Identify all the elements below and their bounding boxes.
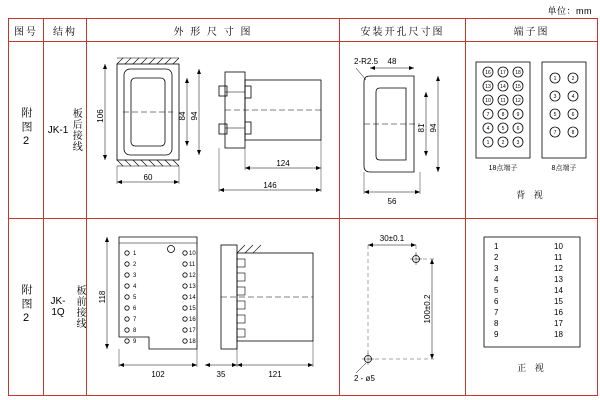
spec-table xyxy=(8,18,598,396)
svg-text:12: 12 xyxy=(554,264,563,273)
row2-outline-figure xyxy=(87,219,340,396)
svg-text:7: 7 xyxy=(133,317,137,323)
row1-model-label: JK-1 xyxy=(47,124,69,136)
dim-106: 106 xyxy=(96,109,105,123)
svg-text:2: 2 xyxy=(571,76,575,82)
jk1-outline-svg xyxy=(87,42,339,218)
svg-text:4: 4 xyxy=(571,94,575,100)
svg-text:7: 7 xyxy=(494,308,499,317)
dim-35: 35 xyxy=(216,370,226,379)
svg-text:7: 7 xyxy=(553,130,557,136)
svg-text:17: 17 xyxy=(189,328,196,334)
svg-text:10: 10 xyxy=(554,242,563,251)
svg-text:5: 5 xyxy=(501,126,505,132)
svg-text:3: 3 xyxy=(553,94,557,100)
dim-100: 100±0.2 xyxy=(423,294,432,324)
svg-text:8: 8 xyxy=(501,112,505,118)
row1-structure xyxy=(44,42,87,219)
svg-text:18: 18 xyxy=(554,330,563,339)
svg-text:2: 2 xyxy=(501,140,505,146)
svg-text:4: 4 xyxy=(486,126,490,132)
svg-text:14: 14 xyxy=(189,295,196,301)
svg-text:5: 5 xyxy=(553,112,557,118)
jk1q-terminal-svg xyxy=(466,219,597,395)
jk1q-outline-svg xyxy=(87,219,339,395)
svg-text:16: 16 xyxy=(189,317,196,323)
row2-terminal-figure xyxy=(466,219,598,396)
svg-text:13: 13 xyxy=(554,275,563,284)
label-8-terminals: 8点端子 xyxy=(551,165,577,172)
note-2-R2.5: 2-R2.5 xyxy=(354,57,379,66)
jk1-terminal-svg xyxy=(466,42,597,218)
table-header-row xyxy=(9,19,598,42)
row2-drawing-no xyxy=(9,219,44,396)
header-drawing-no: 图号 xyxy=(9,19,44,42)
svg-text:8: 8 xyxy=(494,319,499,328)
svg-text:14: 14 xyxy=(554,286,563,295)
svg-text:10: 10 xyxy=(485,98,491,104)
svg-text:17: 17 xyxy=(500,70,506,76)
row1-drawing-no-text: 附图2 xyxy=(20,107,32,150)
row1-terminal-figure xyxy=(466,42,598,219)
header-structure: 结构 xyxy=(44,19,87,42)
svg-text:15: 15 xyxy=(515,84,521,90)
dim-94: 94 xyxy=(190,111,199,121)
svg-text:11: 11 xyxy=(189,262,196,268)
svg-text:1: 1 xyxy=(133,251,137,257)
jk1q-mounting-svg xyxy=(340,219,465,395)
svg-text:4: 4 xyxy=(133,284,137,290)
svg-text:1: 1 xyxy=(553,76,557,82)
svg-text:13: 13 xyxy=(485,84,491,90)
header-outline: 外 形 尺 寸 图 xyxy=(87,19,340,42)
svg-text:15: 15 xyxy=(554,297,563,306)
label-front-view: 正 视 xyxy=(517,363,547,373)
svg-text:8: 8 xyxy=(133,328,137,334)
table-row xyxy=(9,42,598,219)
svg-text:12: 12 xyxy=(515,98,521,104)
svg-text:4: 4 xyxy=(494,275,499,284)
note-2-phi5: 2 - ø5 xyxy=(354,374,375,383)
dim-84: 84 xyxy=(178,111,187,121)
unit-note: 单位：mm xyxy=(547,6,592,16)
svg-text:10: 10 xyxy=(189,251,196,257)
dim-60: 60 xyxy=(143,173,153,182)
svg-text:16: 16 xyxy=(485,70,491,76)
svg-text:3: 3 xyxy=(133,273,137,279)
label-18-terminals: 18点端子 xyxy=(488,165,518,172)
svg-text:18: 18 xyxy=(189,339,196,345)
svg-text:9: 9 xyxy=(133,339,137,345)
dim-48: 48 xyxy=(387,57,397,66)
row2-structure xyxy=(44,219,87,396)
row2-mounting-figure xyxy=(340,219,466,396)
svg-text:2: 2 xyxy=(133,262,137,268)
svg-text:6: 6 xyxy=(516,126,520,132)
svg-text:14: 14 xyxy=(500,84,506,90)
svg-text:7: 7 xyxy=(486,112,490,118)
row1-drawing-no xyxy=(9,42,44,219)
jk1-mounting-svg xyxy=(340,42,465,218)
svg-text:17: 17 xyxy=(554,319,563,328)
svg-text:6: 6 xyxy=(571,112,575,118)
svg-text:6: 6 xyxy=(133,306,137,312)
dim-30: 30±0.1 xyxy=(379,234,405,243)
svg-text:18: 18 xyxy=(515,70,521,76)
svg-text:3: 3 xyxy=(494,264,499,273)
dim-94-mount: 94 xyxy=(429,123,438,133)
svg-text:1: 1 xyxy=(494,242,499,251)
svg-text:16: 16 xyxy=(554,308,563,317)
svg-text:5: 5 xyxy=(494,286,499,295)
dim-121: 121 xyxy=(268,370,282,379)
dim-81: 81 xyxy=(417,123,426,133)
svg-text:9: 9 xyxy=(494,330,499,339)
header-mounting: 安装开孔尺寸图 xyxy=(340,19,466,42)
svg-text:6: 6 xyxy=(494,297,499,306)
svg-text:3: 3 xyxy=(516,140,520,146)
svg-text:13: 13 xyxy=(189,284,196,290)
svg-text:15: 15 xyxy=(189,306,196,312)
table-row xyxy=(9,219,598,396)
row1-mounting-figure xyxy=(340,42,466,219)
row2-structure-text: 板前接线 xyxy=(74,285,85,329)
row2-drawing-no-text: 附图2 xyxy=(20,284,32,327)
row2-model-label: JK-1Q xyxy=(50,296,66,318)
label-back-view: 背 视 xyxy=(516,190,546,200)
svg-text:1: 1 xyxy=(486,140,490,146)
row1-outline-figure xyxy=(87,42,340,219)
svg-text:11: 11 xyxy=(554,253,563,262)
dim-56: 56 xyxy=(387,197,397,206)
svg-text:5: 5 xyxy=(133,295,137,301)
dim-124: 124 xyxy=(276,159,290,168)
dim-146: 146 xyxy=(263,181,277,190)
svg-text:12: 12 xyxy=(189,273,196,279)
dim-102: 102 xyxy=(151,370,165,379)
svg-text:8: 8 xyxy=(571,130,575,136)
svg-text:9: 9 xyxy=(516,112,520,118)
svg-text:11: 11 xyxy=(500,98,506,104)
row1-structure-text: 板后接线 xyxy=(70,108,82,152)
dim-118: 118 xyxy=(98,290,107,304)
svg-text:2: 2 xyxy=(494,253,499,262)
header-terminal: 端子图 xyxy=(466,19,598,42)
